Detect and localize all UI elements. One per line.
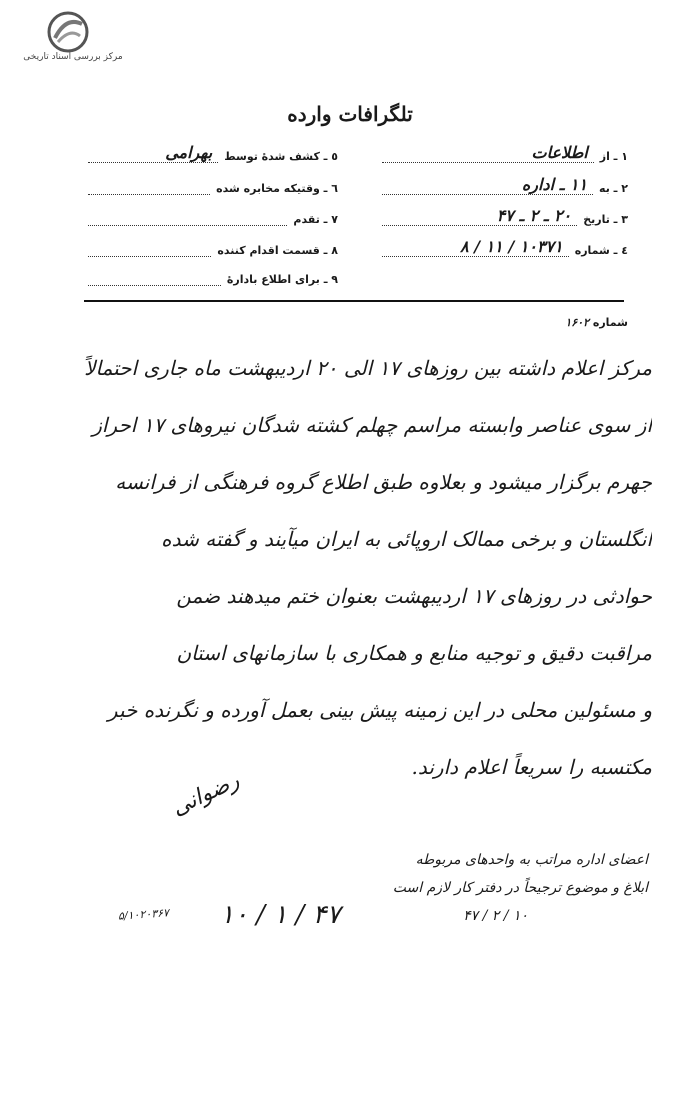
field-number-label: ٤ ـ شماره (574, 244, 628, 257)
field-to-label: ۲ ـ به (599, 182, 628, 195)
field-priority (88, 213, 338, 226)
field-from-value: اطلاعات (531, 143, 588, 162)
field-action-section-label: ۸ ـ قسمت اقدام کننده (217, 244, 338, 257)
reference-number: ۵/۱۰۲۰۳۶۷ (117, 906, 170, 923)
body-line: مراقبت دقیق و توجیه منابع و همکاری با سازمانهای استان (176, 641, 652, 665)
body-line: از سوی عناصر وابسته مراسم چهلم کشته شدگان نیروهای ۱۷ احراز (92, 413, 652, 437)
document-title: تلگرافات وارده (287, 102, 413, 126)
field-date-label: ۳ ـ تاریخ (583, 213, 628, 226)
body-line: جهرم برگزار میشود و بعلاوه طبق اطلاع گروه فرهنگی از فرانسه (115, 470, 652, 494)
organization-name: مرکز بررسی اسناد تاریخی (23, 52, 123, 62)
header-divider (84, 300, 624, 302)
field-from-label: ۱ ـ از (599, 150, 628, 163)
body-line: و مسئولین محلی در این زمینه پیش بینی بعمل آورده و نگرنده خبر (107, 698, 652, 722)
field-info-office-label: ۹ ـ برای اطلاع بادارهٔ (226, 273, 338, 286)
field-decoded-by-label: ٥ ـ کشف شدهٔ توسط (224, 150, 338, 163)
field-date (382, 206, 628, 226)
field-from (382, 143, 628, 163)
signature: رضوانی (168, 768, 244, 821)
field-decoded-by (88, 143, 338, 163)
field-to (382, 175, 628, 195)
body-line: مرکز اعلام داشته بین روزهای ۱۷ الی ۲۰ اردیبهشت ماه جاری احتمالاً (84, 356, 652, 380)
note-line: ۱۰ / ۲ / ۴۷ (463, 908, 528, 924)
field-priority-label: ۷ ـ تقدم (293, 213, 338, 226)
marginal-note (328, 846, 648, 930)
field-number-value: ۱۰۳۷۱ / ۱۱ / ۸ (459, 237, 563, 256)
field-transmitted-time-label: ٦ ـ وقتیکه مخابره شده (216, 182, 338, 195)
message-number-value: ۱۶۰۲ (565, 316, 589, 329)
message-number-label: شماره (592, 316, 628, 329)
date-stamp: ۱۰ / ۱ / ۴۷ (220, 900, 341, 930)
message-number (565, 316, 628, 329)
body-line: انگلستان و برخی ممالک اروپائی به ایران میآیند و گفته شده (161, 527, 652, 551)
field-number (382, 237, 628, 257)
field-action-section (88, 244, 338, 257)
body-line: حوادثی در روزهای ۱۷ اردیبهشت بعنوان ختم میدهند ضمن (176, 584, 652, 608)
field-decoded-by-value: بهرامی (165, 143, 213, 162)
field-info-office (88, 273, 338, 286)
field-transmitted-time (88, 182, 338, 195)
field-date-value: ۲۰ ـ ۲ ـ ۴۷ (496, 206, 572, 225)
field-to-value: ۱۱ ـ اداره (521, 175, 588, 194)
note-line: ابلاغ و موضوع ترجیحاً در دفتر کار لازم است (392, 880, 648, 896)
note-line: اعضای اداره مراتب به واحدهای مربوطه (415, 852, 648, 868)
body-line: مکتسبه را سریعاً اعلام دارند. (411, 755, 652, 779)
organization-logo (38, 8, 98, 58)
message-body (52, 340, 652, 796)
